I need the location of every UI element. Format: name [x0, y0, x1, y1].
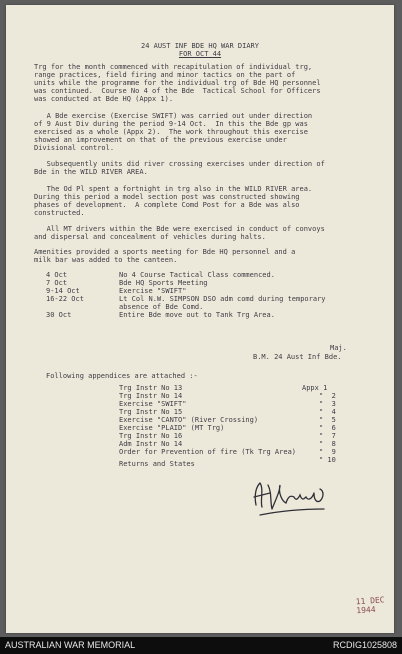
document-title: 24 AUST INF BDE HQ WAR DIARY [140, 42, 259, 50]
appendix-name: Exercise "CANTO" (River Crossing) [119, 416, 259, 424]
archive-footer [0, 637, 402, 654]
appendix-name: Trg Instr No 16 [119, 432, 183, 440]
appendix-name: Order for Prevention of fire (Tk Trg Area) [119, 448, 297, 456]
event-text: No 4 Course Tactical Class commenced. [119, 271, 275, 279]
appendix-ref: " 6 [319, 424, 336, 432]
appendix-name: Trg Instr No 15 [119, 408, 183, 416]
paragraph-river: Subsequently units did river crossing exercises under direction of Bde in the WILD RIVER AREA. [34, 160, 325, 176]
appendix-ref: " 4 [319, 408, 336, 416]
appendix-ref: " 9 [319, 448, 336, 456]
paragraph-mt-drivers: All MT drivers within the Bde were exercised in conduct of convoys and dispersal and concealment of vehicles during halts. [34, 225, 325, 241]
paragraph-exercise: A Bde exercise (Exercise SWIFT) was carried out under direction of 9 Aust Div during the period 9-14 Oct. In this the Bde gp was exercised as a whole (Appx 2). The work throughout this exercise showed an improvement on that of the previous exercise under Divisional control. [34, 112, 313, 152]
paragraph-training: Trg for the month commenced with recapitulation of individual trg, range practices, field firing and minor tactics on the part of units while the programme for the individual trg of Bde HQ personnel was continued. Course No 4 of the Bde Tactical School for Officers was conducted at Bde HQ (Appx 1). [34, 63, 321, 103]
received-date-stamp: 11 DEC 1944 [355, 595, 385, 616]
appendices-intro: Following appendices are attached :- [46, 372, 198, 380]
appendix-ref: Appx 1 [302, 384, 328, 392]
handwritten-signature [250, 475, 330, 519]
appendix-ref: " 3 [319, 400, 336, 408]
signoff-unit: B.M. 24 Aust Inf Bde. [253, 353, 342, 361]
footer-source: AUSTRALIAN WAR MEMORIAL [5, 640, 136, 650]
appendix-ref: " 10 [319, 456, 336, 464]
event-text: Lt Col N.W. SIMPSON DSO adm comd during temporary absence of Bde Comd. [119, 295, 326, 311]
appendix-ref: " 7 [319, 432, 336, 440]
appendix-name: Exercise "PLAID" (MT Trg) [119, 424, 225, 432]
document-page [6, 5, 394, 633]
appendix-name: Trg Instr No 13 [119, 384, 183, 392]
document-subtitle: FOR OCT 44 [178, 50, 222, 58]
event-text: Exercise "SWIFT" [119, 287, 187, 295]
paragraph-od-pl: The Od Pl spent a fortnight in trg also in the WILD RIVER area. During this period a model section post was constructed showing phases of development. A complete Comd Post for a Bde was also constructed. [34, 185, 313, 217]
signoff-rank: Maj. [330, 344, 347, 352]
event-date: 16-22 Oct [46, 295, 84, 303]
event-date: 9-14 Oct [46, 287, 80, 295]
footer-record-id: RCDIG1025808 [332, 640, 397, 650]
appendix-name: Trg Instr No 14 [119, 392, 183, 400]
paragraph-amenities: Amenities provided a sports meeting for Bde HQ personnel and a milk bar was added to the canteen. [34, 248, 296, 264]
appendix-name: Exercise "SWIFT" [119, 400, 187, 408]
appendix-name: Returns and States [119, 460, 195, 468]
appendix-name: Adm Instr No 14 [119, 440, 183, 448]
appendix-ref: " 2 [319, 392, 336, 400]
appendix-ref: " 5 [319, 416, 336, 424]
event-date: 4 Oct [46, 271, 68, 279]
appendix-ref: " 8 [319, 440, 336, 448]
event-date: 7 Oct [46, 279, 68, 287]
event-date: 30 Oct [46, 311, 72, 319]
event-text: Entire Bde move out to Tank Trg Area. [119, 311, 275, 319]
event-text: Bde HQ Sports Meeting [119, 279, 208, 287]
